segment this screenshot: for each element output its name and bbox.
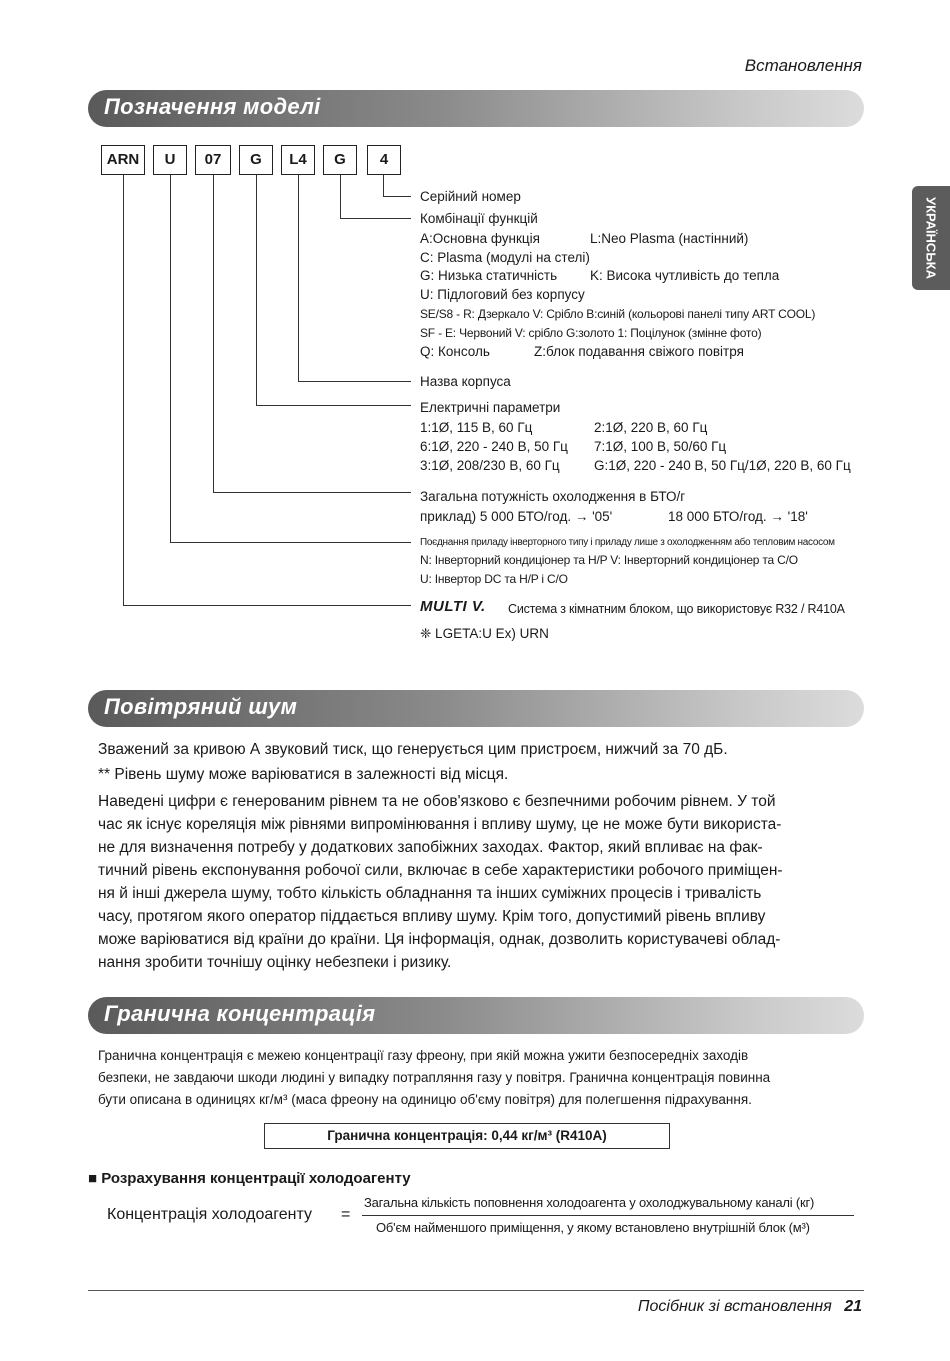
- electrical-item: 7:1Ø, 100 В, 50/60 Гц: [594, 439, 727, 454]
- noise-paragraph-line: час як існує кореляція між рівнями випромінювання і впливу шуму, це не може бути використа-: [98, 816, 782, 833]
- language-tab-label: УКРАЇНСЬКА: [923, 197, 939, 279]
- fraction-bar: [362, 1215, 854, 1216]
- electrical-item: 3:1Ø, 208/230 В, 60 Гц: [420, 458, 560, 473]
- model-code-box: 07: [195, 145, 231, 175]
- function-item: C: Plasma (модулі на стелі): [420, 250, 590, 265]
- limit-paragraph-line: бути описана в одиницях кг/м³ (маса фреону на одиницю об'єму повітря) для полегшення підрахування.: [98, 1092, 752, 1107]
- function-item: L:Neo Plasma (настінний): [590, 231, 749, 246]
- function-item: U: Підлоговий без корпусу: [420, 287, 585, 302]
- capacity-example: 18 000 БТО/год. → '18': [668, 509, 808, 524]
- chassis-label: Назва корпуса: [420, 374, 511, 389]
- functions-title: Комбінації функцій: [420, 211, 538, 226]
- capacity-title: Загальна потужність охолодження в БТО/г: [420, 489, 686, 504]
- electrical-item: G:1Ø, 220 - 240 В, 50 Гц/1Ø, 220 В, 60 Гц: [594, 458, 851, 473]
- electrical-item: 1:1Ø, 115 В, 60 Гц: [420, 420, 533, 435]
- footer: [638, 1298, 862, 1316]
- model-code-box: ARN: [101, 145, 145, 175]
- section-header: Встановлення: [744, 56, 862, 75]
- footer-rule: [88, 1290, 864, 1291]
- function-item: SF - E: Червоний V: срібло G:золото 1: Поцілунок (змінне фото): [420, 326, 762, 340]
- electrical-item: 2:1Ø, 220 В, 60 Гц: [594, 420, 708, 435]
- section-banner-model: [88, 90, 864, 127]
- section-title-limit: Гранична концентрація: [104, 1001, 376, 1026]
- formula-equals: =: [341, 1206, 351, 1223]
- section-banner-noise: [88, 690, 864, 727]
- section-banner-limit: [88, 997, 864, 1034]
- model-code-box: U: [153, 145, 187, 175]
- capacity-example: приклад) 5 000 БТО/год. → '05': [420, 509, 613, 524]
- serial-label: Серійний номер: [420, 189, 521, 204]
- formula-denominator: Об'єм найменшого приміщення, у якому встановлено внутрішній блок (м³): [376, 1220, 810, 1235]
- page-number: 21: [844, 1298, 862, 1315]
- model-code-box: G: [323, 145, 357, 175]
- noise-paragraph-line: ня й інші джерела шуму, тобто кількість обладнання та інших суміжних процесів і тривалість: [98, 885, 762, 902]
- noise-paragraph-line: часу, протягом якого оператор піддається впливу шуму. Крім того, допустимий рівень впливу: [98, 908, 766, 925]
- function-item: SE/S8 - R: Дзеркало V: Срібло B:синій (кольорові панелі типу ART COOL): [420, 307, 816, 321]
- function-item: K: Висока чутливість до тепла: [590, 268, 780, 283]
- lgeta-note: ❈ LGETA:U Ex) URN: [420, 626, 549, 641]
- combination-note: Поєднання приладу інверторного типу і приладу лише з охолодженням або тепловим насосом: [420, 537, 835, 548]
- noise-paragraph-line: Наведені цифри є генерованим рівнем та не обов'язково є безпечними робочим рівнем. У той: [98, 793, 776, 810]
- noise-paragraph-line: може варіюватися від країни до країни. Ця інформація, однак, дозволить користувачеві облад-: [98, 931, 781, 948]
- model-code-box: G: [239, 145, 273, 175]
- section-title-model: Позначення моделі: [104, 94, 321, 119]
- combination-item: N: Інверторний кондиціонер та H/P V: Інверторний кондиціонер та C/O: [420, 553, 798, 567]
- model-code-box: L4: [281, 145, 315, 175]
- electrical-item: 6:1Ø, 220 - 240 В, 50 Гц: [420, 439, 568, 454]
- section-title-noise: Повітряний шум: [104, 694, 298, 719]
- function-item: Q: Консоль: [420, 344, 490, 359]
- multi-v-logo: MULTI V.: [420, 598, 486, 615]
- system-description: Система з кімнатним блоком, що використовує R32 / R410A: [508, 602, 845, 616]
- limit-paragraph-line: Гранична концентрація є межею концентрації газу фреону, при якій можна ужити безпосередніх заходів: [98, 1048, 749, 1063]
- limit-value-box: Гранична концентрація: 0,44 кг/м³ (R410A): [264, 1123, 670, 1149]
- noise-paragraph-line: не для визначення потребу у додаткових запобіжних заходах. Фактор, який впливає на фак-: [98, 839, 763, 856]
- footer-title: Посібник зі встановлення: [637, 1298, 832, 1315]
- function-item: Z:блок подавання свіжого повітря: [534, 344, 744, 359]
- formula-lhs: Концентрація холодоагенту: [107, 1206, 313, 1223]
- function-item: G: Низька статичність: [420, 268, 558, 283]
- limit-paragraph-line: безпеки, не завдаючи шкоди людині у випадку потрапляння газу у повітря. Гранична концентрація повинна: [98, 1070, 771, 1085]
- model-code-box: 4: [367, 145, 401, 175]
- noise-paragraph-line: тичний рівень експонування робочої сили, включає в себе характеристики робочого приміщен-: [98, 862, 783, 879]
- noise-paragraph-line: нання зробити точнішу оцінку небезпеки і ризику.: [98, 954, 452, 971]
- calc-title: ■ Розрахування концентрації холодоагенту: [88, 1170, 411, 1187]
- formula-numerator: Загальна кількість поповнення холодоагента у охолоджувальному каналі (кг): [364, 1195, 815, 1210]
- noise-line: ** Рівень шуму може варіюватися в залежності від місця.: [98, 766, 509, 783]
- function-item: A:Основна функція: [420, 231, 540, 246]
- electrical-title: Електричні параметри: [420, 400, 561, 415]
- combination-item: U: Інвертор DC та H/P і C/O: [420, 572, 568, 586]
- noise-line: Зважений за кривою А звуковий тиск, що генерується цим пристроєм, нижчий за 70 дБ.: [98, 741, 728, 758]
- language-tab: [912, 186, 950, 290]
